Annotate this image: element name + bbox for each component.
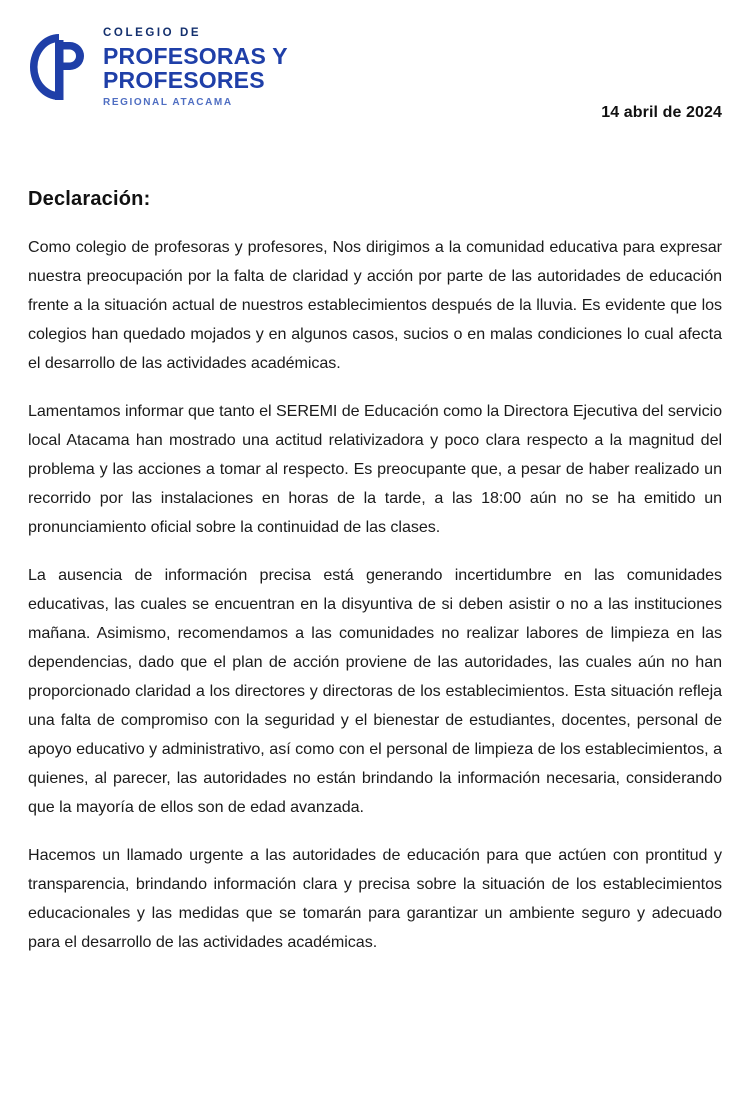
document-date: 14 abril de 2024 <box>601 104 722 121</box>
cp-monogram-icon <box>28 32 90 102</box>
organization-logo <box>28 28 722 106</box>
logo-wordmark <box>103 26 288 107</box>
body-paragraph: Como colegio de profesoras y profesores, Nos dirigimos a la comunidad educativa para expresar nuestra preocupación por la falta de claridad y acción por parte de las autoridades de educación frente a la situación actual de nuestros establecimientos después de la lluvia. Es evidente que los colegios han quedado mojados y en algunos casos, sucios o en malas condiciones lo cual afecta el desarrollo de las actividades académicas. <box>28 238 722 372</box>
body-paragraph: La ausencia de información precisa está generando incertidumbre en las comunidades educativas, las cuales se encuentran en la disyuntiva de si deben asistir o no a las instituciones mañana. Asimismo, recomendamos a las comunidades no realizar labores de limpieza en las dependencias, dado que el plan de acción proviene de las autoridades, las cuales aún no han proporcionado claridad a los directores y directoras de los establecimientos. Esta situación refleja una falta de compromiso con la seguridad y el bienestar de estudiantes, docentes, personal de apoyo educativo y administrativo, así como con el personal de limpieza de los establecimientos, a quienes, al parecer, las autoridades no están brindando la información necesaria, considerando que la mayoría de ellos son de edad avanzada. <box>28 566 722 816</box>
logo-eyebrow: COLEGIO DE <box>103 27 202 40</box>
logo-line-2: PROFESORES <box>103 67 265 94</box>
logo-line-1: PROFESORAS Y <box>103 42 288 69</box>
logo-region-label: REGIONAL ATACAMA <box>103 96 233 108</box>
body-paragraph: Lamentamos informar que tanto el SEREMI de Educación como la Directora Ejecutiva del servicio local Atacama han mostrado una actitud relativizadora y poco clara respecto a la magnitud del problema y las acciones a tomar al respecto. Es preocupante que, a pesar de haber realizado un recorrido por las instalaciones en horas de la tarde, a las 18:00 aún no se ha emitido un pronunciamiento oficial sobre la continuidad de las clases. <box>28 402 722 536</box>
document-body <box>0 188 750 957</box>
document-header <box>0 0 750 140</box>
body-paragraph: Hacemos un llamado urgente a las autoridades de educación para que actúen con prontitud y transparencia, brindando información clara y precisa sobre la situación de los establecimientos educacionales y las medidas que se tomarán para garantizar un ambiente seguro y adecuado para el desarrollo de las actividades académicas. <box>28 846 722 951</box>
page-title: Declaración: <box>28 188 151 210</box>
